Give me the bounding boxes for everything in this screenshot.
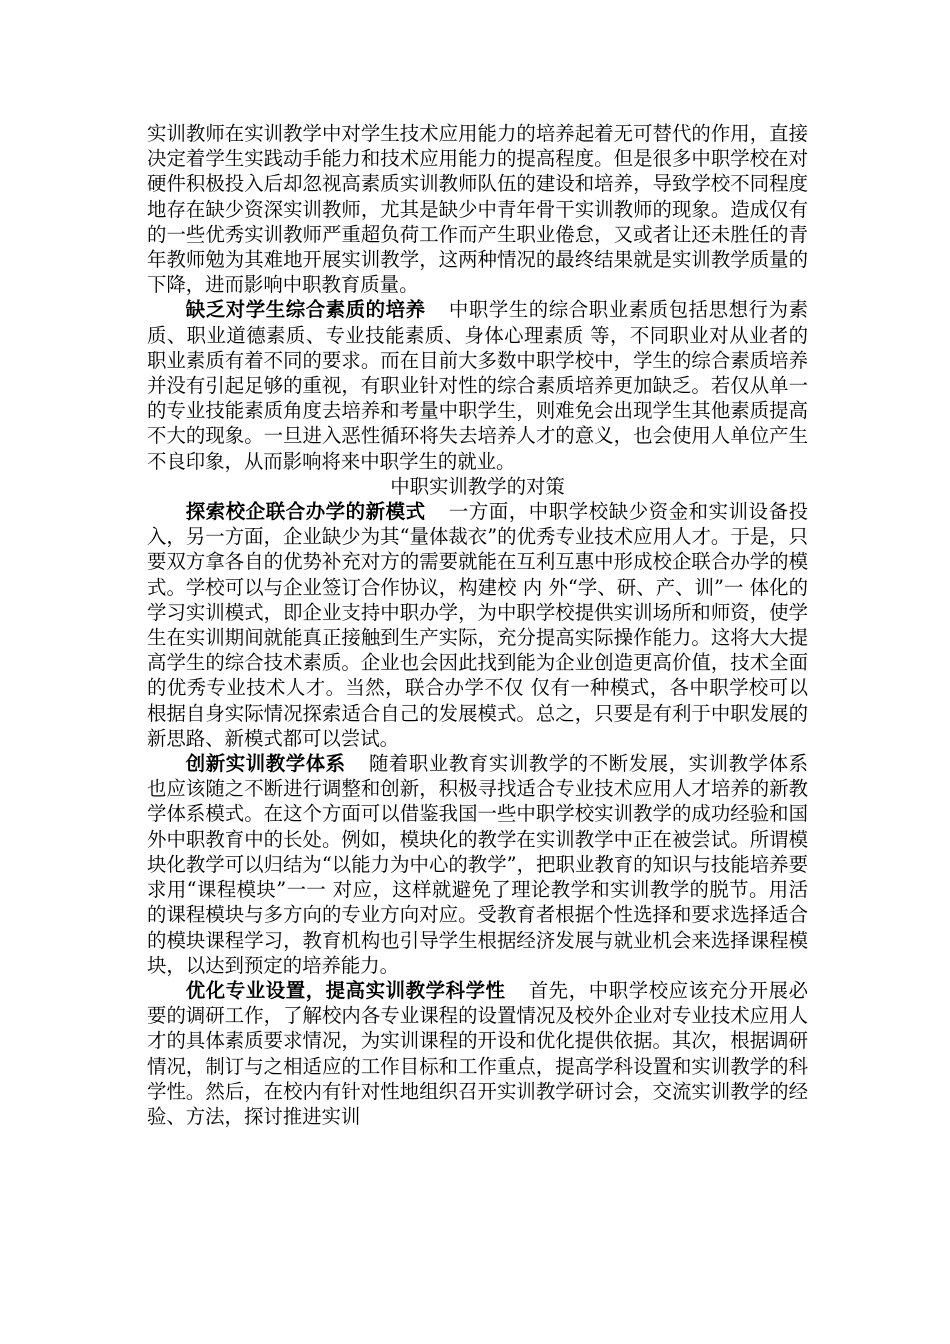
intro-paragraph: 实训教师在实训教学中对学生技术应用能力的培养起着无可替代的作用，直接决定着学生实践动手能力和技术应用能力的提高程度。但是很多中职学校在对硬件积极投入后却忽视高素质实训教师队伍的建设和培养，导致学校不同程度地存在缺少资深实训教师，尤其是缺少中青年骨干实训教师的现象。造成仅有的一些优秀实训教师严重超负荷工作而产生职业倦怠，又或者让还未胜任的青年教师勉为其难地开展实训教学，这两种情况的最终结果就是实训教学质量的下降，进而影响中职教育质量。 [147,122,808,297]
section-body-training-system: 随着职业教育实训教学的不断发展，实训教学体系也应该随之不断进行调整和创新，积极寻找适合专业技术应用人才培养的新教学体系模式。在这个方面可以借鉴我国一些中职学校实训教学的成功经验和国外中职教育中的长处。例如，模块化的教学在实训教学中正在被尝试。所谓模块化教学可以归结为“以能力为中心的教学”，把职业教育的知识与技能培养要求用“课程模块”一一 对应，这样就避免了理论教学和实训教学的脱节。用活的课程模块与多方向的专业方向对应。受教育者根据个性选择和要求选择适合的模块课程学习，教育机构也引导学生根据经济发展与就业机会来选择课程模块，以达到预定的培养能力。 [147,752,808,977]
section-heading-optimize-majors: 优化专业设置，提高实训教学科学性 [185,978,506,1002]
paragraph-student-quality [147,297,808,473]
paragraph-school-enterprise [147,499,808,751]
section-body-optimize-majors: 首先，中职学校应该充分开展必要的调研工作，了解校内各专业课程的设置情况及校外企业对专业技术应用人才的具体素质要求情况，为实训课程的开设和优化提供依据。其次，根据调研情况，制订与之相适应的工作目标和工作重点，提高学科设置和实训教学的科学性。然后，在校内有针对性地组织召开实训教学研讨会，交流实训教学的经验、方法，探讨推进实训 [147,978,808,1128]
section-heading-training-system: 创新实训教学体系 [185,752,346,776]
paragraph-training-system [147,751,808,978]
section-body-student-quality: 中职学生的综合职业素质包括思想行为素质、职业道德素质、专业技能素质、身体心理素质 等，不同职业对从业者的职业素质有着不同的要求。而在目前大多数中职学校中，学生的综合素质培养并没有引起足够的重视，有职业针对性的综合素质培养更加缺乏。若仅从单一的专业技能素质角度去培养和考量中职学生，则难免会出现学生其他素质提高不大的现象。一旦进入恶性循环将失去培养人才的意义，也会使用人单位产生不良印象，从而影响将来中职学生的就业。 [147,298,808,473]
section-heading-school-enterprise: 探索校企联合办学的新模式 [185,500,426,524]
countermeasures-title: 中职实训教学的对策 [390,474,565,498]
section-body-school-enterprise: 一方面，中职学校缺少资金和实训设备投入，另一方面，企业缺少为其“量体裁衣”的优秀专业技术应用人才。于是，只要双方拿各自的优势补充对方的需要就能在互利互惠中形成校企联合办学的模式。学校可以与企业签订合作协议，构建校 内 外“学、研、产、训”一 体化的学习实训模式，即企业支持中职办学，为中职学校提供实训场所和师资，使学生在实训期间就能真正接触到生产实际，充分提高实际操作能力。这将大大提高学生的综合技术素质。企业也会因此找到能为企业创造更高价值，技术全面的优秀专业技术人才。当然，联合办学不仅 仅有一种模式，各中职学校可以根据自身实际情况探索适合自己的发展模式。总之，只要是有利于中职发展的新思路、新模式都可以尝试。 [147,500,808,750]
section-heading-student-quality: 缺乏对学生综合素质的培养 [185,298,426,322]
paragraph-optimize-majors [147,978,808,1129]
